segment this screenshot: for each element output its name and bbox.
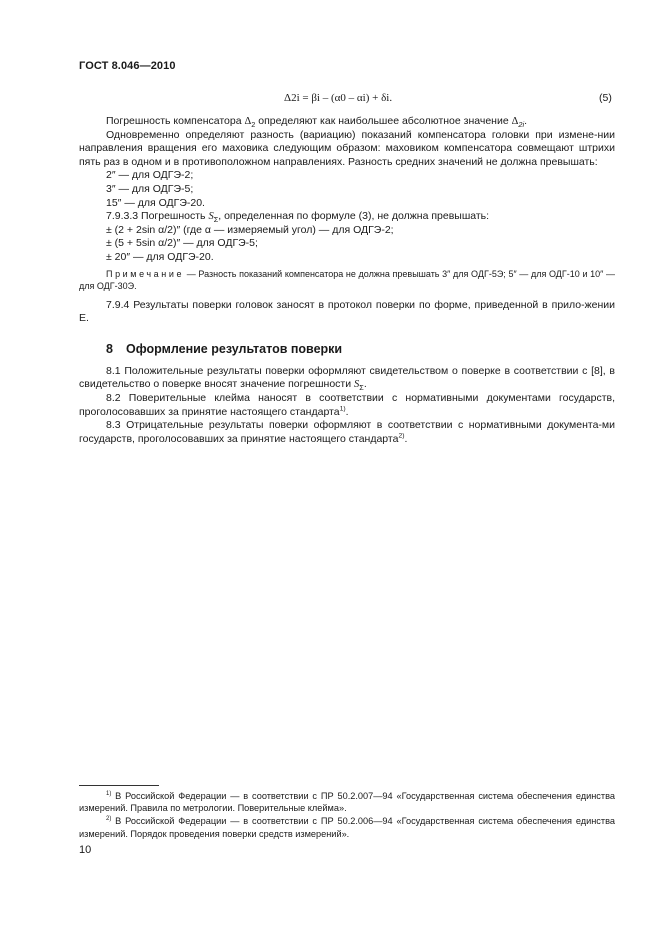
formula-number: (5) (599, 92, 612, 104)
page-number: 10 (79, 844, 92, 856)
list-item: ± (2 + 2sin α/2)″ (где α — измеряемый угол) — для ОДГЭ-2; (106, 223, 394, 236)
section-heading (106, 341, 615, 357)
paragraph-variation: Одновременно определяют разность (вариацию) показаний компенсатора головки при измене-нии направления вращения его маховика следующим образом: маховиком компенсатора совмещают штрихи пять раз в одном и в противоположном направлениях. Разность средних значений не должна превышать: (79, 128, 615, 168)
list-item: 2″ — для ОДГЭ-2; (106, 169, 194, 182)
paragraph-8-1: 8.1 Положительные результаты поверки оформляют свидетельством о поверке в соответствии с [8], в свидетельство о поверке вносят значение погрешности $S_\Sigma$. (79, 364, 615, 393)
paragraph-8-3: 8.3 Отрицательные результаты поверки оформляют в соответствии с нормативными документа-ми государств, проголосовавших за принятие настоящего стандарта$^{2)}$. (79, 419, 615, 445)
list-item: ± 20″ — для ОДГЭ-20. (106, 250, 214, 263)
note-text: — Разность показаний компенсатора не должна превышать 3″ для ОДГ-5Э; 5″ — для ОДГ-10 и 10″ — для ОДГ-30Э. (79, 268, 615, 291)
body-text (79, 115, 615, 446)
paragraph-compensator-error: Погрешность компенсатора $\Delta_2$ определяют как наибольшее абсолютное значение $\Delta_{2i}$. (106, 115, 528, 130)
note-label: Примечание (106, 268, 185, 279)
paragraph-7-9-3-3: 7.9.3.3 Погрешность $S_\Sigma$, определенная по формуле (3), не должна превышать: (106, 210, 490, 225)
paragraph-7-9-4: 7.9.4 Результаты поверки головок заносят в протокол поверки по форме, приведенной в прило-жении Е. (79, 298, 615, 325)
section-title: Оформление результатов поверки (126, 341, 343, 356)
footnotes (79, 790, 615, 841)
footnote: $^{1)}$ В Российской Федерации — в соответствии с ПР 50.2.007—94 «Государственная система обеспечения единства измерений. Правила по метрологии. Поверительные клейма». (79, 790, 615, 814)
list-item: ± (5 + 5sin α/2)″ — для ОДГЭ-5; (106, 237, 258, 250)
footnote-ref[interactable]: 2) (398, 432, 405, 440)
footnote-ref[interactable]: 1) (339, 405, 346, 412)
list-item: 3″ — для ОДГЭ-5; (106, 182, 194, 195)
paragraph-8-2: 8.2 Поверительные клейма наносят в соответствии с нормативными документами государств, проголосовавших за принятие настоящего стандарта$^{1)}$. (79, 391, 615, 418)
section-number: 8 (106, 341, 113, 356)
list-item: 15″ — для ОДГЭ-20. (106, 196, 205, 209)
note (79, 268, 615, 292)
footnote-divider (79, 785, 159, 786)
standard-header: ГОСТ 8.046—2010 (79, 60, 176, 72)
formula-5: Δ2i = βi – (α0 – αi) + δi. (284, 92, 393, 104)
footnote: $^{2)}$ В Российской Федерации — в соответствии с ПР 50.2.006—94 «Государственная система обеспечения единства измерений. Порядок проведения поверки средств измерений». (79, 816, 615, 839)
